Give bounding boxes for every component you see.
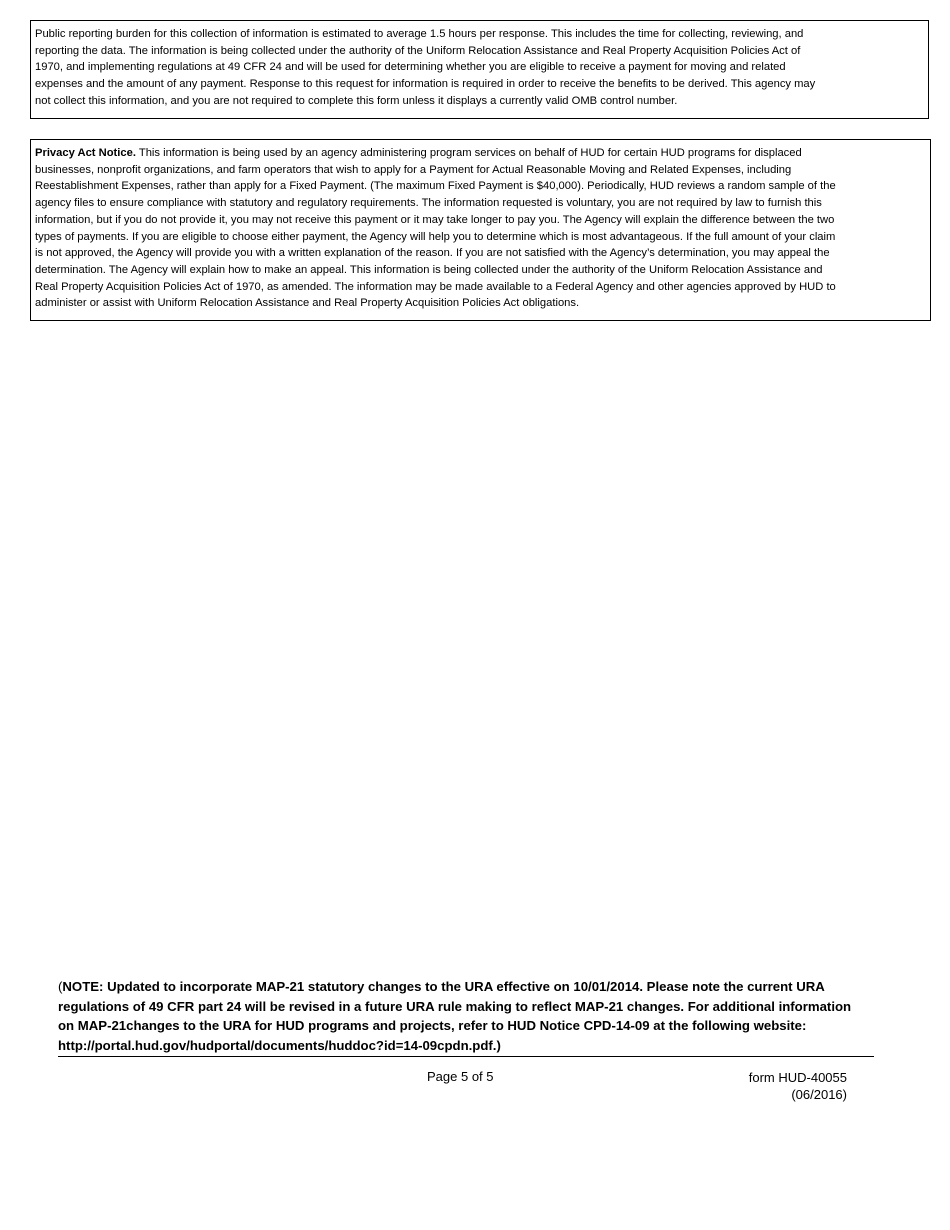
burden-line: reporting the data. The information is being collected under the authority of the Uniform Relocation Assistance and Real Property Acquisition Policies Act of — [35, 44, 801, 57]
privacy-line: information, but if you do not provide it, you may not receive this payment or it may take longer to pay you. The Agency will explain the difference between the two — [35, 213, 835, 226]
privacy-heading: Privacy Act Notice. — [35, 147, 136, 159]
privacy-line: Reestablishment Expenses, rather than apply for a Fixed Payment. (The maximum Fixed Payment is $40,000). Periodically, HUD reviews a random sample of the — [35, 180, 836, 193]
privacy-line: is not approved, the Agency will provide you with a written explanation of the reason. If you are not satisfied with the Agency’s determination, you may appeal the — [35, 247, 830, 260]
privacy-line: businesses, nonprofit organizations, and farm operators that wish to apply for a Payment for Actual Reasonable Moving and Related Expenses, including — [35, 163, 792, 176]
burden-notice-box — [30, 20, 929, 119]
privacy-act-notice-box — [30, 139, 931, 321]
privacy-line: This information is being used by an agency administering program services on behalf of HUD for certain HUD programs for displaced — [135, 147, 802, 159]
burden-line: not collect this information, and you are not required to complete this form unless it displays a currently valid OMB control number. — [35, 94, 678, 107]
privacy-line: determination. The Agency will explain how to make an appeal. This information is being collected under the authority of the Uniform Relocation Assistance and — [35, 263, 823, 276]
privacy-line: types of payments. If you are eligible to choose either payment, the Agency will help you to determine which is most advantageous. If the full amount of your claim — [35, 230, 836, 243]
burden-line: Public reporting burden for this collection of information is estimated to average 1.5 hours per response. This includes the time for collecting, reviewing, and — [35, 28, 804, 40]
form-date: (06/2016) — [791, 1087, 847, 1102]
note-open-paren: ( — [58, 979, 63, 994]
privacy-line: administer or assist with Uniform Relocation Assistance and Real Property Acquisition Policies Act obligations. — [35, 297, 580, 310]
map21-note — [58, 977, 918, 1055]
burden-line: expenses and the amount of any payment. Response to this request for information is required in order to receive the benefits to be derived. This agency may — [35, 78, 816, 91]
page-number: Page 5 of 5 — [427, 1069, 494, 1084]
privacy-line: agency files to ensure compliance with statutory and regulatory requirements. The information requested is voluntary, you are not required by law to furnish this — [35, 197, 822, 210]
burden-line: 1970, and implementing regulations at 49 CFR 24 and will be used for determining whether you are eligible to receive a payment for moving and related — [35, 61, 786, 74]
footer-divider — [58, 1056, 874, 1057]
form-number: form HUD-40055 — [748, 1070, 847, 1085]
privacy-line: Real Property Acquisition Policies Act of 1970, as amended. The information may be made available to a Federal Agency and other agencies approved by HUD to — [35, 280, 836, 293]
note-line: on MAP-21changes to the URA for HUD programs and projects, refer to HUD Notice CPD-14-09 at the following website: — [58, 1018, 807, 1033]
form-id — [749, 1069, 847, 1103]
note-url-line: http://portal.hud.gov/hudportal/documents/huddoc?id=14-09cpdn.pdf.) — [58, 1037, 501, 1053]
note-line: NOTE: Updated to incorporate MAP-21 statutory changes to the URA effective on 10/01/2014. Please note the current URA — [62, 979, 825, 994]
note-line: regulations of 49 CFR part 24 will be revised in a future URA rule making to reflect MAP-21 changes. For additional information — [58, 998, 852, 1014]
